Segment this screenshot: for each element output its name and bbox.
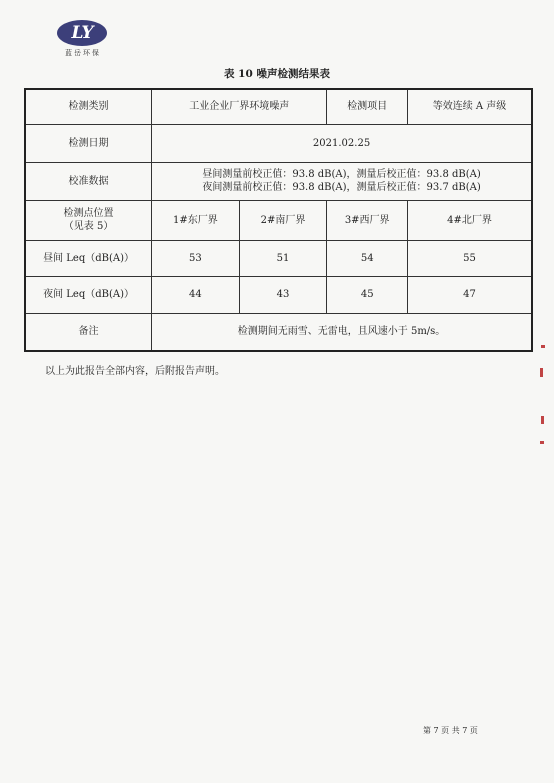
remark-label: 备注 — [25, 313, 152, 351]
table-row — [25, 313, 532, 351]
point-west: 3#西厂界 — [327, 200, 408, 240]
point-east: 1#东厂界 — [152, 200, 240, 240]
calib-label: 校准数据 — [25, 162, 152, 200]
logo-text: 蓝岳环保 — [65, 49, 101, 57]
point-north: 4#北厂界 — [408, 200, 532, 240]
table-title: 表 10 噪声检测结果表 — [224, 68, 330, 80]
table-row — [25, 240, 532, 276]
remark-value: 检测期间无雨雪、无雷电，且风速小于 5m/s。 — [152, 313, 532, 351]
logo-mark: LY — [57, 20, 107, 46]
edge-stamp-mark — [540, 368, 543, 377]
point-label-line2: （见表 5） — [63, 221, 114, 232]
date-label: 检测日期 — [25, 124, 152, 162]
point-south: 2#南厂界 — [239, 200, 327, 240]
report-end-note: 以上为此报告全部内容，后附报告声明。 — [45, 366, 225, 377]
table-row — [25, 162, 532, 200]
table-row — [25, 200, 532, 240]
table-row — [25, 89, 532, 124]
night-value-north: 47 — [408, 276, 532, 313]
calib-night: 夜间测量前校正值：93.8 dB(A)，测量后校正值：93.7 dB(A) — [202, 182, 481, 193]
company-logo — [57, 20, 109, 58]
item-label: 检测项目 — [327, 89, 408, 124]
edge-stamp-mark — [541, 345, 545, 348]
night-value-east: 44 — [152, 276, 240, 313]
point-label-line1: 检测点位置 — [63, 208, 114, 219]
item-value: 等效连续 A 声级 — [408, 89, 532, 124]
table-row — [25, 276, 532, 313]
category-label: 检测类别 — [25, 89, 152, 124]
point-label — [25, 200, 152, 240]
night-value-west: 45 — [327, 276, 408, 313]
day-value-south: 51 — [239, 240, 327, 276]
category-value: 工业企业厂界环境噪声 — [152, 89, 327, 124]
day-leq-label: 昼间 Leq（dB(A)） — [25, 240, 152, 276]
table-row — [25, 124, 532, 162]
night-leq-label: 夜间 Leq（dB(A)） — [25, 276, 152, 313]
noise-result-table — [24, 88, 533, 352]
calib-day: 昼间测量前校正值：93.8 dB(A)，测量后校正值：93.8 dB(A) — [202, 169, 481, 180]
day-value-east: 53 — [152, 240, 240, 276]
edge-stamp-mark — [541, 416, 544, 424]
day-value-west: 54 — [327, 240, 408, 276]
night-value-south: 43 — [239, 276, 327, 313]
day-value-north: 55 — [408, 240, 532, 276]
calib-values — [152, 162, 532, 200]
date-value: 2021.02.25 — [152, 124, 532, 162]
page-number: 第 7 页 共 7 页 — [423, 726, 478, 735]
edge-stamp-mark — [540, 441, 544, 444]
